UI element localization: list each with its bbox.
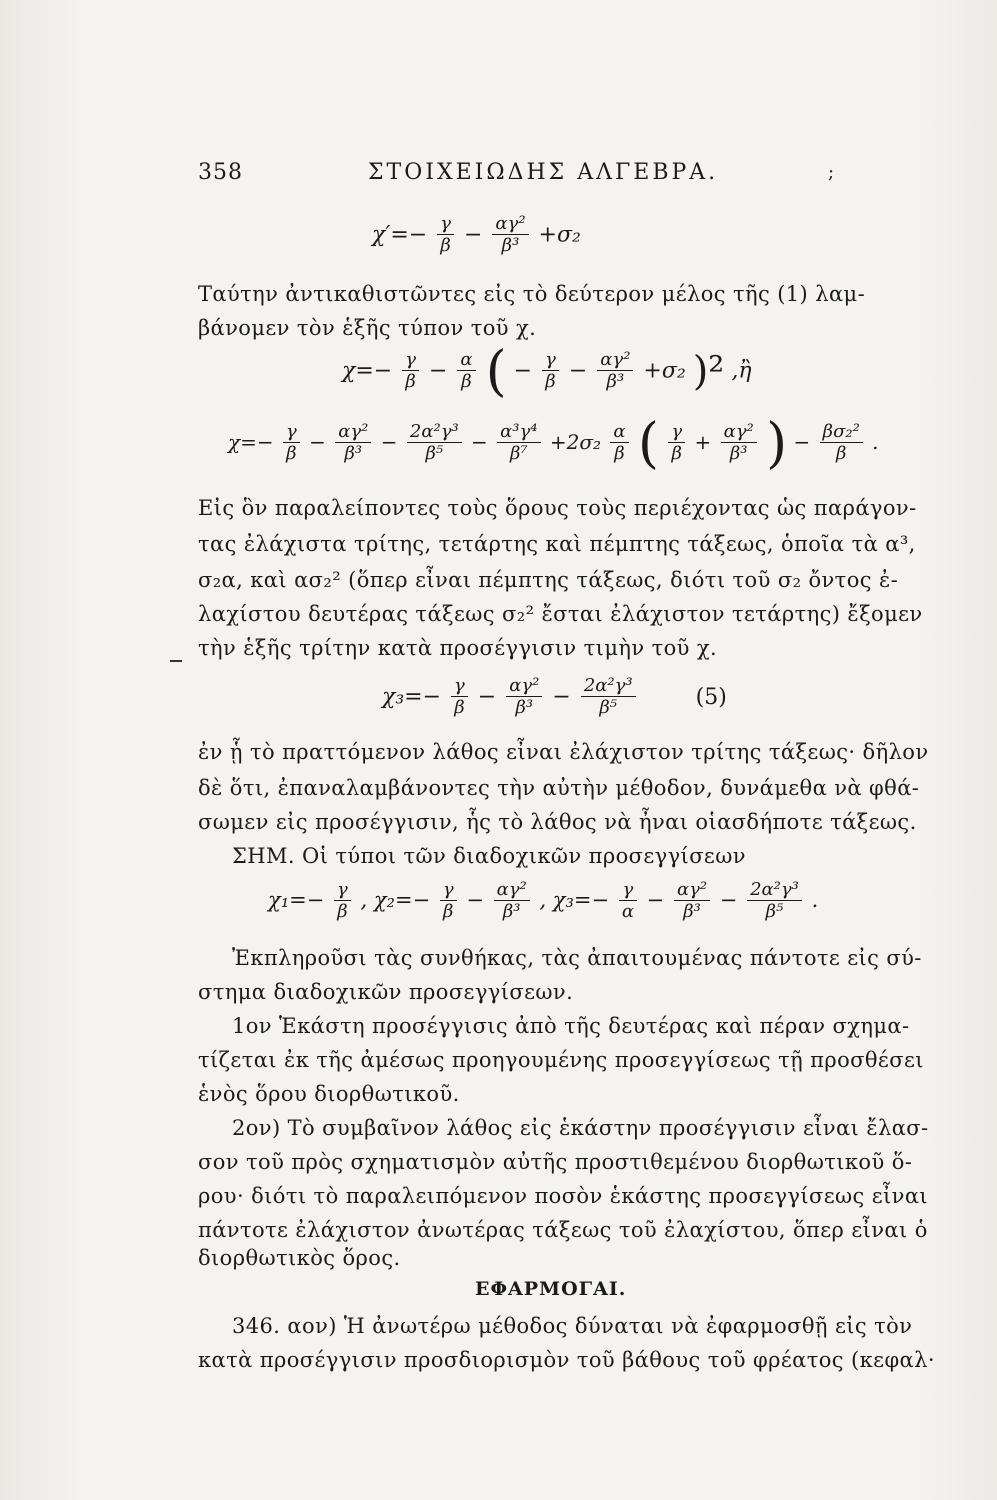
- fraction: [721, 422, 757, 465]
- fraction: [492, 214, 528, 257]
- text-line: Ταύτην ἀντικαθιστῶντες εἰς τὸ δεύτερον μέλος τῆς (1) λαμ-: [198, 282, 866, 306]
- denominator: β³: [502, 901, 521, 922]
- formula-term: +σ₂: [643, 358, 686, 384]
- fraction: [402, 350, 419, 393]
- numerator: γ: [283, 422, 300, 443]
- numerator: γ: [334, 880, 351, 901]
- numerator: αγ²: [335, 422, 371, 443]
- denominator: β: [440, 235, 451, 256]
- numerator: γ: [619, 880, 637, 901]
- numerator: αγ²: [506, 676, 542, 697]
- text-line: τὴν ἑξῆς τρίτην κατὰ προσέγγισιν τιμὴν τοῦ χ.: [198, 636, 718, 660]
- fraction: [619, 880, 637, 923]
- fraction: [407, 422, 462, 465]
- text-line: λαχίστου δευτέρας τάξεως σ₂² ἔσται ἐλάχιστον τετάρτης) ἔξομεν: [198, 602, 923, 626]
- formula-term: −: [646, 888, 665, 912]
- text-line: τας ἐλάχιστα τρίτης, τετάρτης καὶ πέμπτης τάξεως, ὁποῖα τὰ α³,: [198, 532, 916, 556]
- formula-term: +: [694, 430, 712, 454]
- denominator: β: [443, 901, 454, 922]
- formula-term: +σ₂: [538, 222, 581, 248]
- formula-x-second: χ=− $\frac{\gamma}{\beta}$ − $\frac{\alpha}{\beta}$ ( − $\frac{\gamma}{\beta}$ − $\frac{\text{αγ²}}{\text{β³}}$ +σ₂ )² ,ἢ: [342, 339, 752, 403]
- fraction: [747, 880, 802, 923]
- numerator: 2α²γ³: [581, 676, 636, 697]
- text-line: Εἰς ὃν παραλείποντες τοὺς ὅρους τοὺς περιέχοντας ὡς παράγον-: [198, 496, 917, 520]
- text-line: διορθωτικὸς ὅρος.: [198, 1246, 401, 1270]
- denominator: β³: [344, 443, 363, 464]
- fraction: [674, 880, 710, 923]
- fraction: [335, 422, 371, 465]
- text-line: 346. αον) Ἡ ἀνωτέρω μέθοδος δύναται νὰ ἐφαρμοσθῇ εἰς τὸν: [232, 1314, 913, 1338]
- numerator: αγ²: [494, 880, 530, 901]
- numerator: γ: [440, 880, 457, 901]
- denominator: β³: [729, 443, 748, 464]
- numerator: αγ²: [674, 880, 710, 901]
- formula-term: −: [477, 684, 497, 710]
- fraction: [542, 350, 559, 393]
- numerator: α³γ⁴: [497, 422, 540, 443]
- formula-term: χ₃=−: [382, 684, 442, 710]
- formula-successive: [268, 880, 818, 923]
- formula-term: −: [793, 430, 811, 454]
- numerator: γ: [437, 214, 454, 235]
- fraction: [610, 422, 628, 465]
- fraction: [457, 350, 475, 393]
- denominator: β: [671, 443, 682, 464]
- denominator: β: [614, 443, 625, 464]
- fraction: [440, 880, 457, 923]
- formula-term: +2σ₂: [549, 430, 602, 454]
- fraction: [581, 676, 636, 719]
- formula-term: −: [552, 684, 571, 710]
- denominator: α: [621, 901, 634, 922]
- open-paren: (: [637, 411, 659, 475]
- formula-term: −: [463, 222, 483, 248]
- numerator: γ: [542, 350, 559, 371]
- formula-x3: [382, 676, 727, 719]
- open-paren: (: [485, 339, 507, 403]
- text-line: πάντοτε ἐλάχιστον ἀνωτέρας τάξεως τοῦ ἐλαχίστου, ὅπερ εἶναι ὁ: [198, 1218, 928, 1242]
- fraction: [437, 214, 454, 257]
- text-line: ρου· διότι τὸ παραλειπόμενον ποσὸν ἑκάστης προσεγγίσεως εἶναι: [198, 1184, 929, 1208]
- denominator: β⁵: [425, 443, 444, 464]
- numerator: αγ²: [492, 214, 528, 235]
- denominator: β: [337, 901, 348, 922]
- denominator: β: [286, 443, 297, 464]
- numerator: αγ²: [721, 422, 757, 443]
- fraction: [334, 880, 351, 923]
- denominator: β⁵: [765, 901, 784, 922]
- text-line: Ἐκπληροῦσι τὰς συνθήκας, τὰς ἀπαιτουμένας πάντοτε εἰς σύ-: [232, 946, 922, 970]
- formula-term: .: [811, 888, 819, 912]
- fraction: [820, 422, 863, 465]
- formula-term: −: [466, 888, 484, 912]
- formula-term: χ′=−: [372, 222, 428, 248]
- numerator: βσ₂²: [820, 422, 863, 443]
- margin-dash: [170, 660, 182, 662]
- running-title: ΣΤΟΙΧΕΙΩΔΗΣ ΑΛΓΕΒΡΑ.: [368, 160, 719, 185]
- formula-term: , χ₂=−: [360, 888, 431, 912]
- numerator: α: [610, 422, 628, 443]
- text-line: δὲ ὅτι, ἐπαναλαμβάνοντες τὴν αὐτὴν μέθοδον, δυνάμεθα νὰ φθά-: [198, 776, 920, 800]
- denominator: β³: [501, 235, 520, 256]
- header-mark: ;: [828, 162, 835, 183]
- denominator: β⁵: [599, 697, 618, 718]
- numerator: γ: [451, 676, 468, 697]
- formula-x-prime: [372, 214, 581, 257]
- formula-term: −: [719, 888, 738, 912]
- section-heading: ΕΦΑΡΜΟΓΑΙ.: [475, 1278, 627, 1300]
- formula-term: , χ₃=−: [539, 888, 610, 912]
- denominator: β: [836, 443, 847, 464]
- denominator: β³: [515, 697, 534, 718]
- formula-term: −: [513, 358, 533, 384]
- formula-term: χ=−: [228, 430, 274, 454]
- close-paren: )²: [692, 348, 725, 395]
- formula-term: ,ἢ: [731, 358, 752, 384]
- formula-term: χ₁=−: [268, 888, 325, 912]
- fraction: [283, 422, 300, 465]
- close-paren: ): [766, 411, 788, 475]
- formula-term: .: [872, 430, 879, 454]
- text-line: σ₂α, καὶ ασ₂² (ὅπερ εἶναι πέμπτης τάξεως, διότι τοῦ σ₂ ὄντος ἐ-: [198, 568, 899, 592]
- denominator: β: [405, 371, 416, 392]
- equation-number: (5): [695, 684, 727, 710]
- denominator: β: [545, 371, 556, 392]
- denominator: β: [461, 371, 472, 392]
- numerator: 2α²γ³: [407, 422, 462, 443]
- text-line: σον τοῦ πρὸς σχηματισμὸν αὐτῆς προστιθεμένου διορθωτικοῦ ὅ-: [198, 1150, 913, 1174]
- text-line: ἑνὸς ὅρου διορθωτικοῦ.: [198, 1082, 460, 1106]
- page-header: [198, 160, 848, 190]
- text-line: 1ον Ἑκάστη προσέγγισις ἀπὸ τῆς δευτέρας καὶ πέραν σχημα-: [232, 1014, 910, 1038]
- fraction: [668, 422, 685, 465]
- fraction: [494, 880, 530, 923]
- numerator: 2α²γ³: [747, 880, 802, 901]
- text-line: βάνομεν τὸν ἑξῆς τύπον τοῦ χ.: [198, 316, 537, 340]
- denominator: β³: [606, 371, 625, 392]
- numerator: γ: [402, 350, 419, 371]
- denominator: β: [454, 697, 465, 718]
- formula-x-expanded: χ=− $\frac{\gamma}{\beta}$ − $\frac{\text{αγ²}}{\text{β³}}$ − $\frac{\text{2α²γ³}}{\text{β⁵}}$ − $\frac{\text{α³γ⁴}}{\text{β⁷}}$ +2σ₂ $\frac{\alpha}{\beta}$ ( $\frac{\gamma}{\beta}$ + $\frac{\text{αγ²}}{\text{β³}}$ ) − $\frac{\text{βσ₂²}}{\beta}$ .: [228, 411, 879, 475]
- numerator: α: [457, 350, 475, 371]
- text-line: ἐν ᾗ τὸ πραττόμενον λάθος εἶναι ἐλάχιστον τρίτης τάξεως· δῆλον: [198, 740, 929, 764]
- numerator: αγ²: [597, 350, 633, 371]
- text-line: στημα διαδοχικῶν προσεγγίσεων.: [198, 980, 574, 1004]
- text-line: σωμεν εἰς προσέγγισιν, ἧς τὸ λάθος νὰ ἦναι οἱασδήποτε τάξεως.: [198, 810, 917, 834]
- text-line: τίζεται ἐκ τῆς ἀμέσως προηγουμένης προσεγγίσεως τῇ προσθέσει: [198, 1048, 924, 1072]
- fraction: [597, 350, 633, 393]
- page-number: 358: [198, 160, 243, 185]
- fraction: [451, 676, 468, 719]
- fraction: [506, 676, 542, 719]
- fraction: [497, 422, 540, 465]
- numerator: γ: [668, 422, 685, 443]
- text-line: κατὰ προσέγγισιν προσδιορισμὸν τοῦ βάθους τοῦ φρέατος (κεφαλ·: [198, 1348, 935, 1372]
- denominator: β³: [683, 901, 701, 922]
- formula-term: χ=−: [342, 358, 393, 384]
- text-line: ΣΗΜ. Οἱ τύποι τῶν διαδοχικῶν προσεγγίσεων: [232, 844, 746, 868]
- text-line: 2ον) Τὸ συμβαῖνον λάθος εἰς ἑκάστην προσέγγισιν εἶναι ἔλασ-: [232, 1116, 929, 1140]
- denominator: β⁷: [510, 443, 528, 464]
